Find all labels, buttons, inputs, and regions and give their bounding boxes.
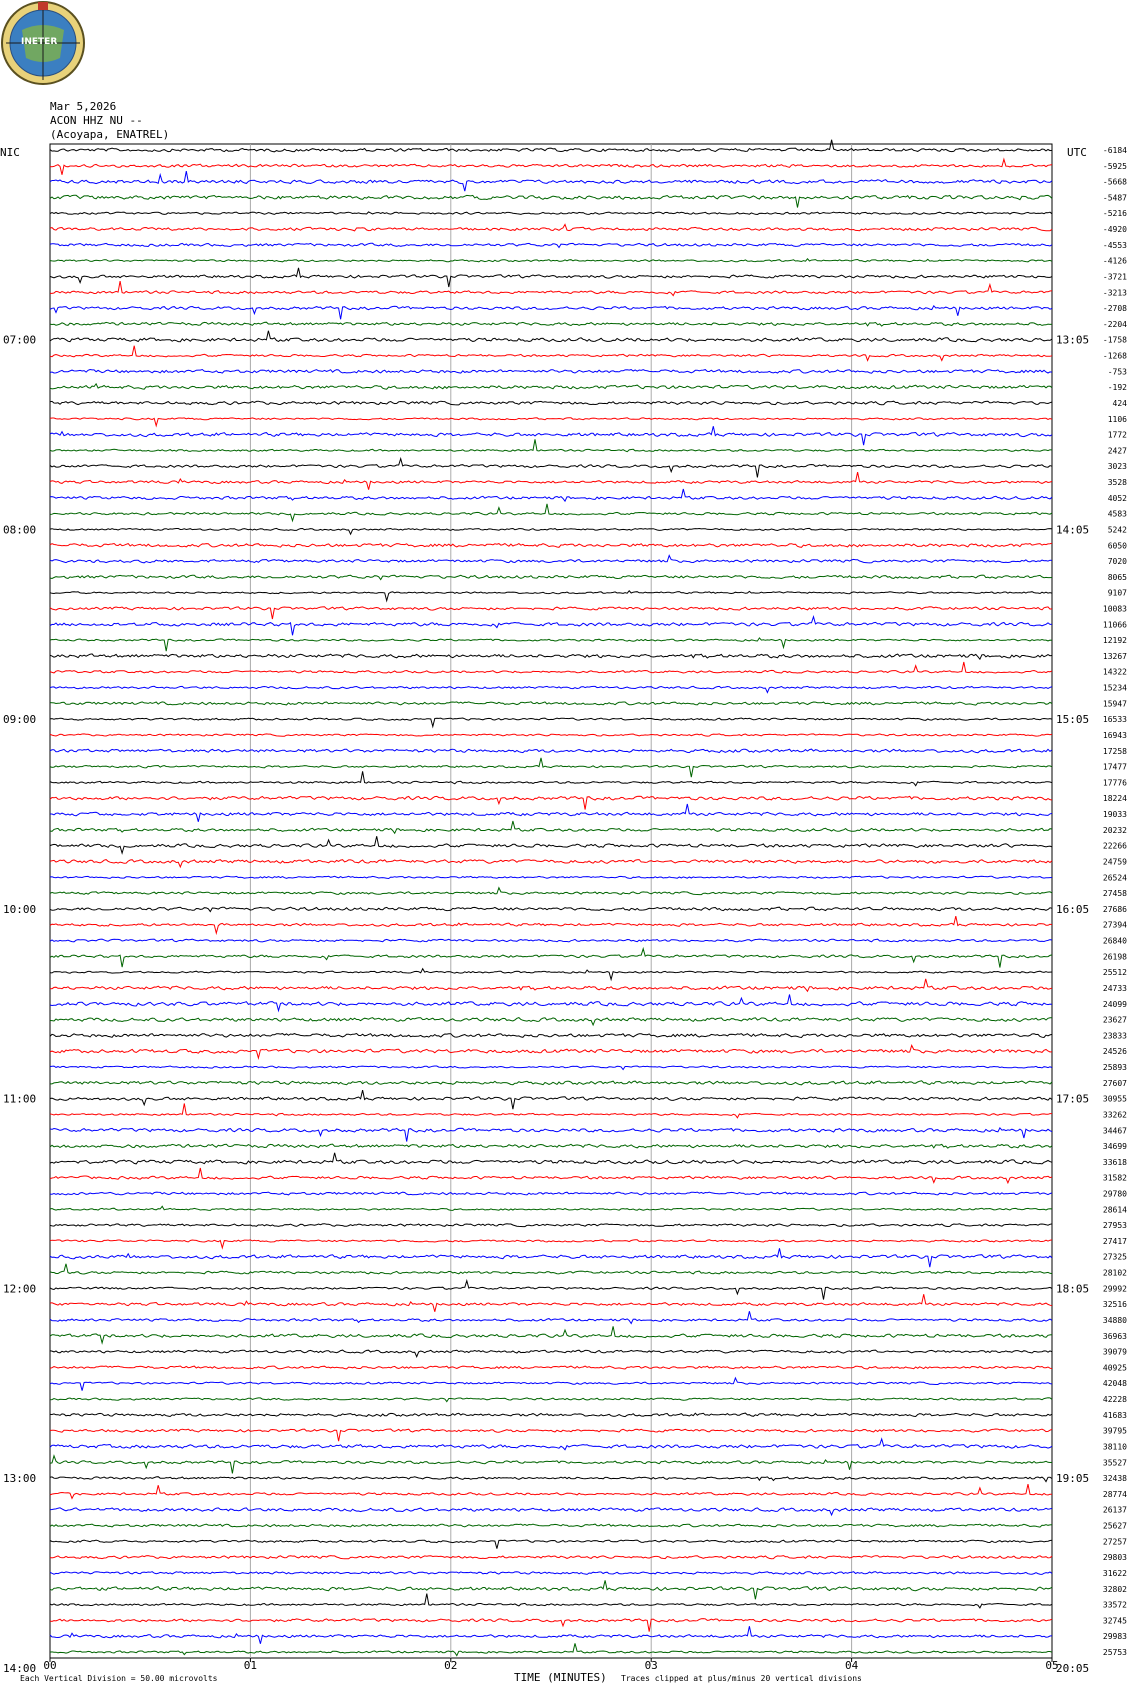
left-hour-label: 13:00 (3, 1472, 37, 1486)
trace-offset-label: 28614 (1102, 1205, 1127, 1215)
trace-offset-label: 34699 (1102, 1142, 1127, 1152)
seismic-trace (50, 591, 1052, 601)
seismic-trace (50, 1240, 1052, 1248)
seismic-trace (50, 1477, 1052, 1482)
x-tick-label: 01 (243, 1659, 258, 1672)
trace-offset-label: 5242 (1107, 525, 1127, 535)
trace-offset-label: 29992 (1102, 1284, 1127, 1294)
seismic-trace (50, 1619, 1052, 1632)
seismic-trace (50, 1018, 1052, 1025)
trace-offset-label: 32802 (1102, 1584, 1127, 1594)
seismic-trace (50, 1294, 1052, 1312)
seismic-trace (50, 979, 1052, 991)
seismic-trace (50, 1248, 1052, 1267)
seismic-trace (50, 888, 1052, 895)
trace-offset-label: 26198 (1102, 952, 1127, 962)
seismic-trace (50, 259, 1052, 262)
seismic-trace (50, 1429, 1052, 1441)
trace-offset-label: 4583 (1107, 509, 1127, 519)
seismic-trace (50, 718, 1052, 727)
seismic-trace (50, 1524, 1052, 1527)
right-hour-label: 14:05 (1056, 523, 1090, 537)
trace-offset-label: 15234 (1102, 683, 1127, 693)
trace-offset-label: -4920 (1102, 225, 1127, 235)
seismic-trace (50, 1540, 1052, 1549)
trace-offset-label: 424 (1112, 399, 1127, 408)
seismic-trace (50, 1206, 1052, 1210)
seismic-trace (50, 1398, 1052, 1402)
trace-offset-label: 36963 (1102, 1331, 1127, 1341)
trace-offset-label: 32745 (1102, 1616, 1127, 1626)
x-tick-label: 02 (444, 1659, 458, 1672)
trace-offset-label: 27325 (1102, 1252, 1127, 1262)
seismic-trace (50, 916, 1052, 933)
seismic-trace (50, 1090, 1052, 1109)
seismic-trace (50, 1378, 1052, 1391)
x-tick-label: 05 (1045, 1659, 1059, 1672)
seismic-trace (50, 638, 1052, 651)
trace-offset-label: -3213 (1102, 288, 1127, 298)
seismic-trace (50, 1168, 1052, 1183)
seismic-trace (50, 556, 1052, 563)
seismic-trace (50, 1144, 1052, 1148)
trace-offset-label: 27458 (1102, 889, 1127, 899)
trace-offset-label: 25627 (1102, 1521, 1127, 1531)
seismic-trace (50, 796, 1052, 809)
seismic-trace (50, 860, 1052, 867)
seismic-trace (50, 907, 1052, 912)
trace-offset-label: -5925 (1102, 161, 1127, 171)
trace-offset-label: 31582 (1102, 1173, 1127, 1183)
trace-offset-label: 16943 (1102, 731, 1127, 740)
seismic-trace (50, 384, 1052, 389)
trace-offset-label: 33572 (1102, 1600, 1127, 1610)
trace-offset-label: 19033 (1102, 810, 1127, 819)
trace-offset-label: 34467 (1102, 1126, 1127, 1136)
trace-offset-label: -6184 (1102, 146, 1127, 155)
trace-offset-label: 28102 (1102, 1268, 1127, 1278)
seismic-trace (50, 543, 1052, 547)
trace-offset-label: -192 (1107, 383, 1127, 393)
seismic-trace (50, 1413, 1052, 1417)
seismic-trace (50, 1045, 1052, 1058)
trace-offset-label: 13267 (1102, 651, 1127, 661)
seismic-trace (50, 734, 1052, 736)
seismic-trace (50, 459, 1052, 478)
seismic-trace (50, 1128, 1052, 1142)
trace-offset-label: 24099 (1102, 999, 1127, 1009)
seismic-trace (50, 195, 1052, 207)
seismic-trace (50, 504, 1052, 521)
trace-offset-label: 29983 (1102, 1632, 1127, 1642)
seismic-trace (50, 702, 1052, 705)
trace-offset-label: 15947 (1102, 699, 1127, 709)
seismic-trace (50, 1572, 1052, 1575)
trace-offset-label: 42048 (1102, 1379, 1127, 1389)
trace-offset-label: -4553 (1102, 240, 1127, 250)
seismic-trace (50, 836, 1052, 853)
trace-offset-label: 39795 (1102, 1426, 1127, 1436)
trace-offset-label: 27953 (1102, 1221, 1127, 1231)
trace-offset-label: 35527 (1102, 1458, 1127, 1468)
seismic-trace (50, 1439, 1052, 1450)
trace-offset-label: 23833 (1102, 1031, 1127, 1041)
trace-offset-label: 1772 (1107, 430, 1127, 440)
trace-offset-label: 32438 (1102, 1474, 1127, 1484)
seismic-trace (50, 821, 1052, 833)
seismic-trace (50, 1281, 1052, 1300)
right-hour-label: 15:05 (1056, 713, 1090, 727)
left-hour-label: 07:00 (3, 333, 37, 347)
trace-offset-label: 7020 (1107, 557, 1127, 567)
seismic-trace (50, 758, 1052, 777)
trace-offset-label: -2708 (1102, 304, 1127, 314)
trace-offset-label: 23627 (1102, 1015, 1127, 1025)
right-hour-label: 18:05 (1056, 1282, 1090, 1296)
left-hour-label: 12:00 (3, 1282, 37, 1296)
seismic-trace (50, 212, 1052, 215)
seismic-trace (50, 1580, 1052, 1599)
seismic-trace (50, 224, 1052, 231)
trace-offset-label: 27394 (1102, 920, 1127, 930)
x-tick-label: 04 (844, 1659, 859, 1672)
seismic-trace (50, 607, 1052, 619)
trace-offset-label: 14322 (1102, 667, 1127, 677)
seismic-trace (50, 876, 1052, 878)
seismic-trace (50, 749, 1052, 753)
right-hour-label: 13:05 (1056, 333, 1090, 347)
trace-offset-label: 27417 (1102, 1236, 1127, 1246)
trace-offset-label: 41683 (1102, 1410, 1127, 1420)
trace-offset-label: 25753 (1102, 1648, 1127, 1657)
seismic-trace (50, 171, 1052, 191)
trace-offset-label: 26524 (1102, 873, 1127, 883)
trace-offset-label: 9107 (1107, 588, 1127, 598)
trace-offset-label: -5487 (1102, 193, 1127, 203)
right-hour-label: 20:05 (1056, 1661, 1090, 1675)
trace-offset-label: 17776 (1102, 778, 1127, 788)
seismic-trace (50, 401, 1052, 405)
seismic-trace (50, 1484, 1052, 1498)
right-hour-label: 17:05 (1056, 1092, 1090, 1106)
seismic-trace (50, 426, 1052, 445)
seismic-trace (50, 439, 1052, 451)
seismic-trace (50, 528, 1052, 534)
seismic-trace (50, 346, 1052, 361)
left-hour-label: 10:00 (3, 902, 37, 916)
seismic-trace (50, 281, 1052, 296)
trace-offset-label: 16533 (1102, 715, 1127, 725)
clip-note: Traces clipped at plus/minus 20 vertical divisions (621, 1674, 862, 1683)
trace-offset-label: 33262 (1102, 1110, 1127, 1120)
trace-offset-label: -2204 (1102, 319, 1127, 329)
logo-text: INETER (21, 37, 58, 47)
trace-offset-label: 4052 (1107, 493, 1127, 503)
seismic-trace (50, 1643, 1052, 1655)
seismic-trace (50, 243, 1052, 247)
trace-offset-label: 11066 (1102, 620, 1127, 630)
seismic-trace (50, 804, 1052, 822)
trace-offset-label: 6050 (1107, 541, 1127, 551)
station-code: ACON HHZ NU -- (50, 114, 143, 127)
record-date: Mar 5,2026 (50, 100, 117, 113)
seismic-trace (50, 686, 1052, 692)
trace-offset-label: -753 (1107, 367, 1127, 377)
seismic-trace (50, 1594, 1052, 1608)
seismic-trace (50, 662, 1052, 673)
trace-offset-label: 29803 (1102, 1553, 1127, 1563)
right-timezone-label: UTC (1067, 146, 1087, 159)
seismic-trace (50, 1081, 1052, 1085)
trace-offset-label: 10083 (1102, 604, 1127, 614)
trace-offset-label: 32516 (1102, 1300, 1127, 1310)
seismic-trace (50, 472, 1052, 490)
seismic-trace (50, 370, 1052, 374)
trace-offset-label: 12192 (1102, 636, 1127, 646)
seismic-trace (50, 140, 1052, 152)
trace-offset-label: 25893 (1102, 1063, 1127, 1072)
left-timezone-label: NIC (0, 146, 20, 159)
trace-offset-label: 27607 (1102, 1078, 1127, 1088)
trace-offset-label: 28774 (1102, 1489, 1127, 1499)
seismic-trace (50, 575, 1052, 580)
trace-offset-label: 20232 (1102, 825, 1127, 835)
x-tick-label: 03 (644, 1659, 658, 1672)
seismic-trace (50, 1456, 1052, 1474)
seismic-trace (50, 617, 1052, 636)
seismic-trace (50, 1556, 1052, 1559)
trace-offset-label: 30955 (1102, 1094, 1127, 1104)
trace-offset-label: 29780 (1102, 1189, 1127, 1199)
trace-offset-label: 3528 (1107, 478, 1127, 487)
trace-offset-label: 22266 (1102, 841, 1127, 851)
seismic-trace (50, 268, 1052, 287)
seismic-trace (50, 1264, 1052, 1274)
right-hour-label: 19:05 (1056, 1472, 1090, 1486)
seismic-trace (50, 1153, 1052, 1164)
seismic-trace (50, 1366, 1052, 1369)
seismic-trace (50, 939, 1052, 942)
trace-offset-label: 33618 (1102, 1157, 1127, 1167)
seismic-trace (50, 159, 1052, 175)
trace-offset-label: -5216 (1102, 209, 1127, 219)
trace-offset-label: 27686 (1102, 904, 1127, 914)
trace-offset-label: 18224 (1102, 794, 1127, 804)
trace-offset-label: 8065 (1107, 572, 1127, 582)
trace-offset-label: 26137 (1102, 1505, 1127, 1515)
trace-offset-label: 40925 (1102, 1363, 1127, 1373)
seismic-trace (50, 1626, 1052, 1644)
trace-offset-label: -4126 (1102, 256, 1127, 266)
trace-offset-label: -5668 (1102, 177, 1127, 187)
trace-offset-label: 17477 (1102, 762, 1127, 772)
seismic-trace (50, 1104, 1052, 1118)
trace-offset-label: 38110 (1102, 1442, 1127, 1452)
trace-offset-label: 42228 (1102, 1395, 1127, 1404)
trace-offset-label: -1758 (1102, 335, 1127, 345)
seismic-trace (50, 489, 1052, 501)
trace-offset-label: 39079 (1102, 1347, 1127, 1357)
seismic-trace (50, 1224, 1052, 1227)
seismic-trace (50, 969, 1052, 980)
trace-offset-label: 24733 (1102, 984, 1127, 993)
trace-offset-label: 24759 (1102, 857, 1127, 867)
trace-offset-label: -3721 (1102, 272, 1127, 282)
trace-offset-label: 26840 (1102, 936, 1127, 946)
x-tick-label: 00 (43, 1659, 57, 1672)
left-hour-label: 08:00 (3, 523, 37, 537)
trace-offset-label: 2427 (1107, 446, 1127, 456)
station-location: (Acoyapa, ENATREL) (50, 128, 170, 141)
seismic-trace (50, 654, 1052, 659)
trace-offset-label: 1106 (1107, 414, 1127, 424)
left-hour-label: 11:00 (3, 1092, 37, 1106)
seismic-trace (50, 949, 1052, 968)
seismic-trace (50, 306, 1052, 320)
seismic-trace (50, 771, 1052, 785)
right-hour-label: 16:05 (1056, 902, 1090, 916)
trace-offset-label: 17258 (1102, 746, 1127, 756)
trace-offset-label: 24526 (1102, 1047, 1127, 1057)
trace-offset-label: -1268 (1102, 351, 1127, 361)
seismic-trace (50, 995, 1052, 1011)
trace-offset-label: 31622 (1102, 1568, 1127, 1578)
seismic-trace (50, 1034, 1052, 1038)
trace-offset-label: 27257 (1102, 1537, 1127, 1547)
left-hour-label: 09:00 (3, 713, 37, 727)
trace-offset-label: 3023 (1107, 462, 1127, 472)
seismic-trace (50, 1192, 1052, 1195)
seismic-trace (50, 1508, 1052, 1515)
seismic-trace (50, 1311, 1052, 1323)
seismic-trace (50, 322, 1052, 326)
seismic-trace (50, 1350, 1052, 1357)
seismic-trace (50, 1326, 1052, 1343)
left-hour-label: 14:00 (3, 1661, 37, 1675)
seismic-trace (50, 1066, 1052, 1070)
x-axis-title: TIME (MINUTES) (514, 1671, 607, 1684)
vertical-scale-note: Each Vertical Division = 50.00 microvolts (20, 1674, 218, 1683)
seismic-trace (50, 418, 1052, 426)
trace-offset-label: 25512 (1102, 968, 1127, 978)
trace-offset-label: 34880 (1102, 1316, 1127, 1325)
seismic-trace (50, 331, 1052, 342)
